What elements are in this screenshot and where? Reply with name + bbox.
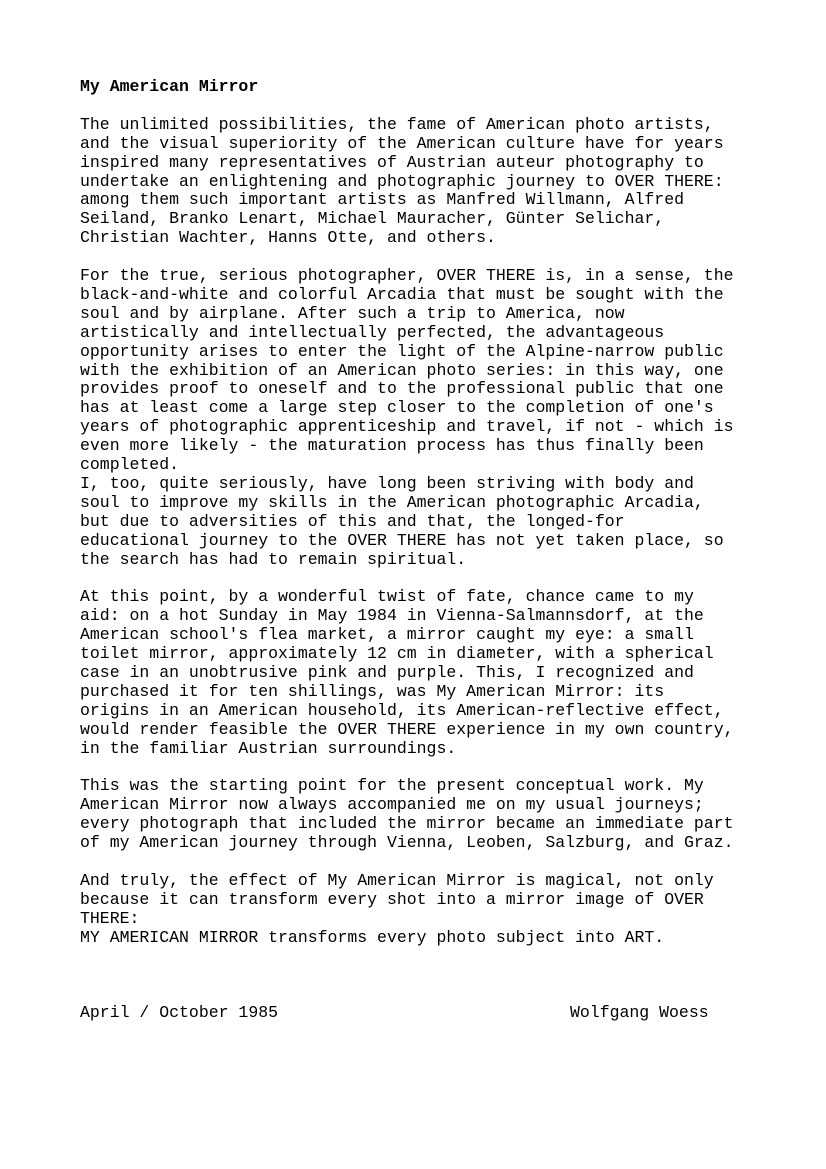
paragraph-spacer — [80, 570, 760, 589]
paragraph-conclusion: And truly, the effect of My American Mirror is magical, not only because it can transform every shot into a mirror image of OVER THERE: MY AMERICAN MIRROR transforms every photo subject into ART. — [80, 870, 714, 947]
paragraph-spacer — [80, 248, 760, 267]
document-title: My American Mirror — [80, 77, 259, 96]
paragraph-spacer — [80, 759, 760, 778]
paragraph-over-there: For the true, serious photographer, OVER THERE is, in a sense, the black-and-white and colorful Arcadia that must be sought with the soul and by airplane. After such a trip to America, now artistically and intellectually perfected, the advantageous opportunity arises to enter the light of the Alpine-narrow public with the exhibition of an American photo series: in this way, one provides proof to oneself and to the professional public that one has at least come a large step closer to the completion of one's years of photographic apprenticeship and travel, if not - which is even more likely - the maturation process has thus finally been completed. I, too, quite seriously, have long been striving with body and soul to improve my skills in the American photographic Arcadia, but due to adversities of this and that, the longed-for educational journey to the OVER THERE has not yet taken place, so the search has had to remain spiritual. — [80, 266, 734, 569]
document-body — [80, 78, 760, 948]
paragraph-flea-market: At this point, by a wonderful twist of fate, chance came to my aid: on a hot Sunday in May 1984 in Vienna-Salmannsdorf, at the American school's flea market, a mirror caught my eye: a small toilet mirror, approximately 12 cm in diameter, with a spherical case in an unobtrusive pink and purple. This, I recognized and purchased it for ten shillings, was My American Mirror: its origins in an American household, its American-reflective effect, would render feasible the OVER THERE experience in my own country, in the familiar Austrian surroundings. — [80, 587, 734, 758]
footer-author: Wolfgang Woess — [570, 1003, 709, 1022]
paragraph-conceptual-work: This was the starting point for the present conceptual work. My American Mirror now always accompanied me on my usual journeys; every photograph that included the mirror became an immediate part of my American journey through Vienna, Leoben, Salzburg, and Graz. — [80, 776, 734, 853]
footer-date: April / October 1985 — [80, 1003, 279, 1022]
paragraph-spacer — [80, 853, 760, 872]
paragraph-intro: The unlimited possibilities, the fame of American photo artists, and the visual superiority of the American culture have for years inspired many representatives of Austrian auteur photography to undertake an enlightening and photographic journey to OVER THERE: among them such important artists as Manfred Willmann, Alfred Seiland, Branko Lenart, Michael Mauracher, Günter Selichar, Christian Wachter, Hanns Otte, and others. — [80, 114, 724, 248]
